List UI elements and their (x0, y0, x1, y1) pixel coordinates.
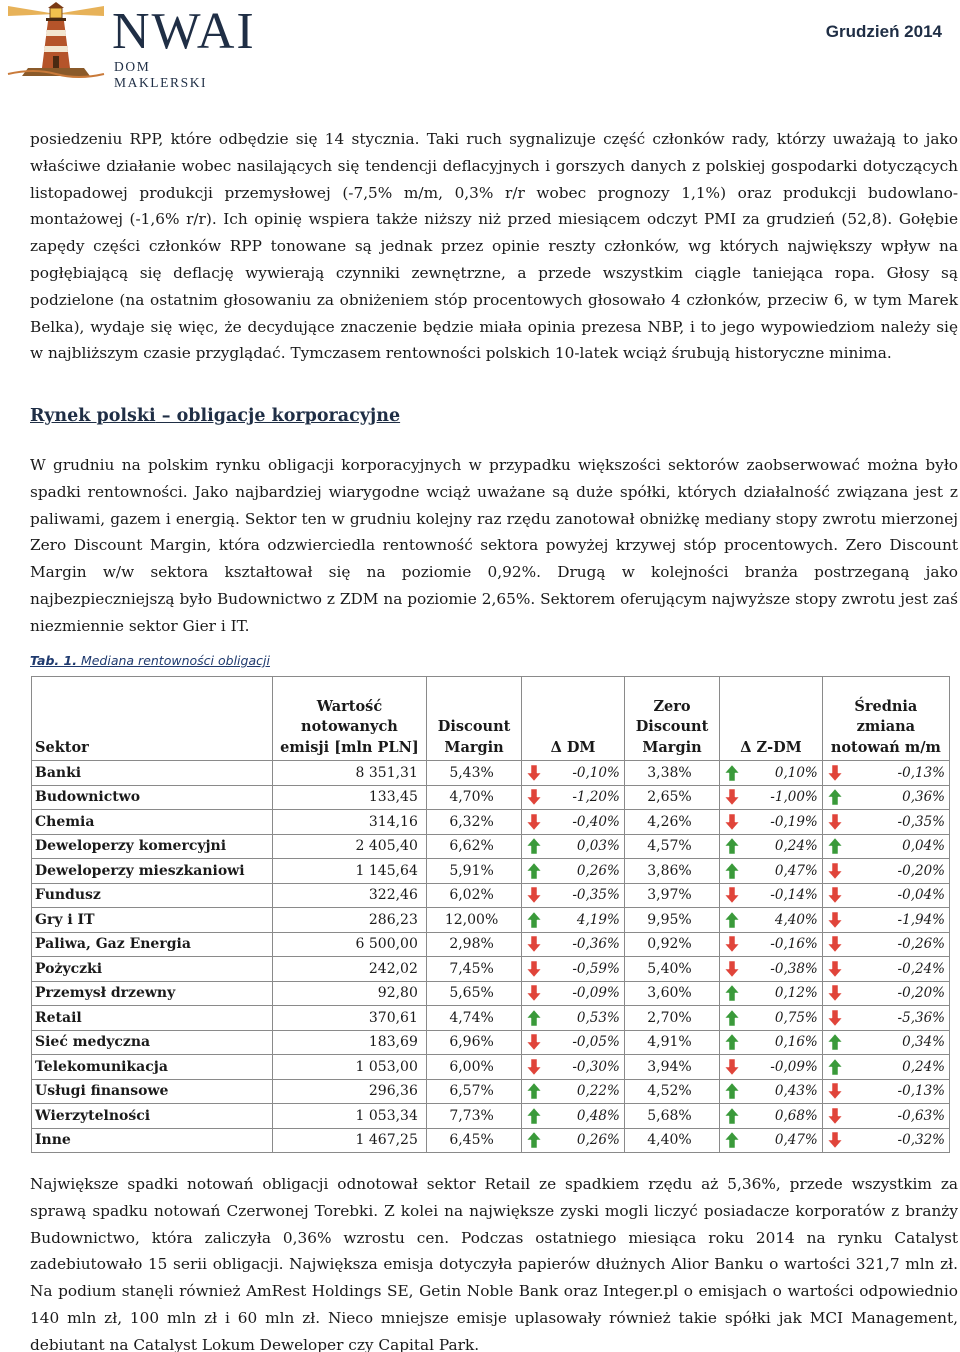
cell-delta-zdm-value: -0,19% (770, 813, 818, 830)
section-heading-prefix: Rynek polski (30, 406, 156, 426)
cell-delta-dm-value: 0,22% (576, 1083, 620, 1100)
header-delta-zdm: Δ Z-DM (720, 677, 823, 761)
red-down-arrow-icon (526, 788, 542, 806)
cell-zero-discount-margin: 0,92% (624, 932, 719, 957)
lighthouse-icon (4, 2, 108, 78)
red-down-arrow-icon (526, 764, 542, 782)
cell-avg-change (822, 981, 949, 1006)
cell-emission: 1 467,25 (273, 1128, 427, 1153)
cell-delta-zdm (720, 1030, 823, 1055)
cell-discount-margin: 5,91% (426, 859, 521, 884)
report-date: Grudzień 2014 (825, 22, 942, 41)
cell-discount-margin: 6,32% (426, 810, 521, 835)
cell-delta-zdm-value: -0,14% (770, 887, 818, 904)
cell-discount-margin: 12,00% (426, 908, 521, 933)
logo-wordmark: NWAI (112, 3, 256, 60)
cell-emission: 296,36 (273, 1079, 427, 1104)
cell-avg-change (822, 883, 949, 908)
logo-subtitle: DOM MAKLERSKI (114, 59, 208, 90)
cell-delta-dm-value: -0,09% (572, 985, 620, 1002)
green-up-arrow-icon (724, 1131, 740, 1149)
cell-delta-dm (522, 1104, 625, 1129)
red-down-arrow-icon (827, 862, 843, 880)
header-avg-change: Średnia zmiana notowań m/m (822, 677, 949, 761)
table-caption (30, 653, 270, 668)
cell-delta-dm-value: -0,05% (572, 1034, 620, 1051)
cell-avg-change-value: -0,24% (897, 960, 945, 977)
cell-avg-change (822, 761, 949, 786)
cell-sector: Wierzytelności (32, 1104, 273, 1129)
cell-discount-margin: 4,70% (426, 785, 521, 810)
cell-avg-change-value: -0,63% (897, 1107, 945, 1124)
cell-zero-discount-margin: 4,52% (624, 1079, 719, 1104)
table-row (32, 785, 950, 810)
cell-emission: 2 405,40 (273, 834, 427, 859)
cell-avg-change-value: -1,94% (897, 911, 945, 928)
cell-discount-margin: 7,73% (426, 1104, 521, 1129)
cell-emission: 370,61 (273, 1006, 427, 1031)
cell-avg-change-value: -0,32% (897, 1132, 945, 1149)
cell-delta-zdm-value: 0,47% (774, 862, 818, 879)
cell-delta-zdm (720, 957, 823, 982)
cell-avg-change (822, 834, 949, 859)
cell-delta-dm-value: 4,19% (576, 911, 620, 928)
cell-avg-change (822, 1079, 949, 1104)
cell-sector: Przemysł drzewny (32, 981, 273, 1006)
green-up-arrow-icon (526, 837, 542, 855)
red-down-arrow-icon (827, 886, 843, 904)
cell-delta-zdm (720, 834, 823, 859)
cell-sector: Usługi finansowe (32, 1079, 273, 1104)
cell-delta-dm (522, 1006, 625, 1031)
cell-discount-margin: 6,62% (426, 834, 521, 859)
green-up-arrow-icon (724, 984, 740, 1002)
cell-zero-discount-margin: 2,65% (624, 785, 719, 810)
cell-discount-margin: 6,02% (426, 883, 521, 908)
paragraph-rpp: posiedzeniu RPP, które odbędzie się 14 stycznia. Taki ruch sygnalizuje część członków rady, którzy uważają to jako właściwe działanie wobec nasilających się tendencji deflacyjnych i gorszych danych z polskiej gospodarki dotyczących listopadowej produkcji przemysłowej (-7,5% m/m, 0,3% r/r wobec prognozy 1,1%) oraz produkcji budowlano-montażowej (-1,6% r/r). Ich opinię wspiera także niższy niż przed miesiącem odczyt PMI za grudzień (52,8). Gołębie zapędy części członków RPP tonowane są jednak przez opinie reszty członków, wg których największy wpływ na pogłębiającą się deflację wywierają czynniki zewnętrzne, a przede wszystkim ciągle taniejąca ropa. Głosy są podzielone (na ostatnim głosowaniu za obniżeniem stóp procentowych głosowało 4 członków, przeciw 6, w tym Marek Belka), wydaje się więc, że decydujące znaczenie będzie miała opinia prezesa NBP, i to jego wypowiedziom należy się w najbliższym czasie przyglądać. Tymczasem rentowności polskich 10-latek wciąż śrubują historyczne minima. (30, 130, 958, 363)
cell-delta-dm-value: 0,26% (576, 862, 620, 879)
cell-delta-dm (522, 932, 625, 957)
cell-zero-discount-margin: 9,95% (624, 908, 719, 933)
green-up-arrow-icon (724, 911, 740, 929)
cell-emission: 314,16 (273, 810, 427, 835)
red-down-arrow-icon (827, 1131, 843, 1149)
cell-delta-zdm-value: 0,47% (774, 1132, 818, 1149)
red-down-arrow-icon (827, 1107, 843, 1125)
red-down-arrow-icon (724, 813, 740, 831)
cell-avg-change-value: -0,20% (897, 862, 945, 879)
cell-avg-change-value: 0,34% (902, 1034, 945, 1051)
cell-delta-zdm (720, 1055, 823, 1080)
red-down-arrow-icon (827, 984, 843, 1002)
header-sector: Sektor (32, 677, 273, 761)
cell-sector: Pożyczki (32, 957, 273, 982)
cell-delta-zdm-value: 0,24% (774, 838, 818, 855)
cell-delta-zdm-value: 0,16% (774, 1034, 818, 1051)
cell-delta-dm-value: 0,53% (576, 1009, 620, 1026)
red-down-arrow-icon (526, 886, 542, 904)
cell-zero-discount-margin: 3,60% (624, 981, 719, 1006)
red-down-arrow-icon (526, 984, 542, 1002)
cell-emission: 286,23 (273, 908, 427, 933)
cell-delta-dm-value: 0,48% (576, 1107, 620, 1124)
cell-avg-change (822, 1006, 949, 1031)
cell-avg-change (822, 785, 949, 810)
cell-zero-discount-margin: 3,86% (624, 859, 719, 884)
cell-zero-discount-margin: 5,40% (624, 957, 719, 982)
cell-sector: Banki (32, 761, 273, 786)
cell-delta-zdm (720, 785, 823, 810)
cell-emission: 92,80 (273, 981, 427, 1006)
cell-avg-change-value: -0,04% (897, 887, 945, 904)
cell-emission: 1 053,00 (273, 1055, 427, 1080)
cell-avg-change (822, 957, 949, 982)
green-up-arrow-icon (724, 837, 740, 855)
cell-avg-change (822, 1104, 949, 1129)
cell-delta-zdm (720, 1079, 823, 1104)
cell-delta-dm-value: -0,59% (572, 960, 620, 977)
cell-delta-dm-value: -0,10% (572, 764, 620, 781)
cell-delta-dm (522, 1079, 625, 1104)
red-down-arrow-icon (827, 960, 843, 978)
cell-delta-zdm (720, 761, 823, 786)
cell-delta-zdm (720, 859, 823, 884)
table-row (32, 1006, 950, 1031)
header-emission: Wartość notowanych emisji [mln PLN] (273, 677, 427, 761)
cell-sector: Inne (32, 1128, 273, 1153)
cell-zero-discount-margin: 3,97% (624, 883, 719, 908)
cell-sector: Gry i IT (32, 908, 273, 933)
cell-discount-margin: 7,45% (426, 957, 521, 982)
cell-delta-zdm (720, 908, 823, 933)
header-zero-discount-margin: Zero Discount Margin (624, 677, 719, 761)
red-down-arrow-icon (724, 788, 740, 806)
cell-avg-change-value: -0,13% (897, 764, 945, 781)
green-up-arrow-icon (827, 837, 843, 855)
cell-delta-dm-value: 0,03% (576, 838, 620, 855)
red-down-arrow-icon (827, 1082, 843, 1100)
cell-delta-dm (522, 761, 625, 786)
green-up-arrow-icon (724, 862, 740, 880)
cell-avg-change-value: 0,36% (902, 789, 945, 806)
section-heading-main: – obligacje korporacyjne (155, 406, 401, 426)
cell-delta-zdm (720, 1104, 823, 1129)
cell-discount-margin: 4,74% (426, 1006, 521, 1031)
cell-delta-dm (522, 957, 625, 982)
red-down-arrow-icon (724, 886, 740, 904)
cell-delta-dm-value: -0,40% (572, 813, 620, 830)
cell-avg-change-value: 0,04% (902, 838, 945, 855)
header-discount-margin: Discount Margin (426, 677, 521, 761)
cell-delta-dm (522, 908, 625, 933)
green-up-arrow-icon (827, 1058, 843, 1076)
cell-delta-dm-value: -0,36% (572, 936, 620, 953)
cell-avg-change (822, 1055, 949, 1080)
cell-delta-zdm-value: 0,10% (774, 764, 818, 781)
red-down-arrow-icon (526, 935, 542, 953)
green-up-arrow-icon (827, 1033, 843, 1051)
cell-delta-zdm-value: 0,75% (774, 1009, 818, 1026)
cell-avg-change (822, 810, 949, 835)
cell-avg-change-value: -5,36% (897, 1009, 945, 1026)
cell-sector: Deweloperzy komercyjni (32, 834, 273, 859)
red-down-arrow-icon (526, 813, 542, 831)
red-down-arrow-icon (827, 813, 843, 831)
green-up-arrow-icon (724, 764, 740, 782)
cell-avg-change (822, 908, 949, 933)
green-up-arrow-icon (724, 1082, 740, 1100)
cell-zero-discount-margin: 4,91% (624, 1030, 719, 1055)
cell-delta-zdm-value: 4,40% (774, 911, 818, 928)
cell-zero-discount-margin: 4,40% (624, 1128, 719, 1153)
cell-delta-zdm (720, 883, 823, 908)
cell-delta-dm (522, 1030, 625, 1055)
green-up-arrow-icon (526, 1082, 542, 1100)
table-caption-number: Tab. 1. (30, 653, 77, 668)
red-down-arrow-icon (827, 935, 843, 953)
green-up-arrow-icon (526, 1009, 542, 1027)
cell-emission: 242,02 (273, 957, 427, 982)
cell-sector: Budownictwo (32, 785, 273, 810)
cell-delta-zdm-value: 0,68% (774, 1107, 818, 1124)
green-up-arrow-icon (526, 1107, 542, 1125)
page-header (0, 0, 960, 90)
cell-sector: Telekomunikacja (32, 1055, 273, 1080)
cell-delta-dm (522, 785, 625, 810)
green-up-arrow-icon (526, 911, 542, 929)
cell-discount-margin: 6,00% (426, 1055, 521, 1080)
cell-delta-dm (522, 981, 625, 1006)
cell-sector: Paliwa, Gaz Energia (32, 932, 273, 957)
red-down-arrow-icon (526, 1033, 542, 1051)
green-up-arrow-icon (724, 1107, 740, 1125)
cell-delta-zdm (720, 981, 823, 1006)
cell-delta-dm (522, 834, 625, 859)
table-row (32, 1079, 950, 1104)
green-up-arrow-icon (827, 788, 843, 806)
cell-zero-discount-margin: 5,68% (624, 1104, 719, 1129)
table-row (32, 1104, 950, 1129)
table-row (32, 810, 950, 835)
cell-avg-change-value: -0,26% (897, 936, 945, 953)
cell-delta-zdm-value: -1,00% (770, 789, 818, 806)
cell-delta-dm (522, 1128, 625, 1153)
cell-delta-zdm-value: -0,38% (770, 960, 818, 977)
cell-delta-dm (522, 883, 625, 908)
red-down-arrow-icon (526, 960, 542, 978)
cell-delta-dm-value: -0,35% (572, 887, 620, 904)
cell-zero-discount-margin: 4,57% (624, 834, 719, 859)
cell-delta-zdm-value: 0,43% (774, 1083, 818, 1100)
cell-delta-zdm (720, 1006, 823, 1031)
cell-delta-dm (522, 1055, 625, 1080)
cell-emission: 6 500,00 (273, 932, 427, 957)
red-down-arrow-icon (724, 935, 740, 953)
cell-avg-change (822, 1128, 949, 1153)
bond-yields-table (31, 676, 950, 1153)
table-row (32, 859, 950, 884)
table-body (32, 761, 950, 1153)
cell-avg-change (822, 859, 949, 884)
table-row (32, 883, 950, 908)
cell-sector: Fundusz (32, 883, 273, 908)
table-row (32, 957, 950, 982)
cell-emission: 322,46 (273, 883, 427, 908)
cell-delta-zdm-value: 0,12% (774, 985, 818, 1002)
cell-delta-zdm (720, 1128, 823, 1153)
header-delta-dm: Δ DM (522, 677, 625, 761)
table-row (32, 1030, 950, 1055)
cell-delta-dm-value: -1,20% (572, 789, 620, 806)
table-header-row (32, 677, 950, 761)
green-up-arrow-icon (724, 1009, 740, 1027)
cell-zero-discount-margin: 3,94% (624, 1055, 719, 1080)
cell-avg-change-value: 0,24% (902, 1058, 945, 1075)
nwai-logo (4, 2, 256, 90)
section-heading (30, 406, 400, 426)
red-down-arrow-icon (724, 1058, 740, 1076)
cell-delta-zdm (720, 932, 823, 957)
green-up-arrow-icon (526, 1131, 542, 1149)
cell-delta-zdm (720, 810, 823, 835)
cell-zero-discount-margin: 4,26% (624, 810, 719, 835)
table-row (32, 761, 950, 786)
cell-avg-change (822, 932, 949, 957)
table-caption-title: Mediana rentowności obligacji (76, 653, 270, 668)
cell-sector: Sieć medyczna (32, 1030, 273, 1055)
cell-delta-dm (522, 859, 625, 884)
cell-discount-margin: 5,65% (426, 981, 521, 1006)
cell-avg-change-value: -0,35% (897, 813, 945, 830)
table-row (32, 1055, 950, 1080)
table-row (32, 1128, 950, 1153)
red-down-arrow-icon (827, 764, 843, 782)
cell-delta-zdm-value: -0,16% (770, 936, 818, 953)
cell-emission: 183,69 (273, 1030, 427, 1055)
cell-delta-zdm-value: -0,09% (770, 1058, 818, 1075)
cell-emission: 1 145,64 (273, 859, 427, 884)
cell-zero-discount-margin: 2,70% (624, 1006, 719, 1031)
cell-avg-change-value: -0,13% (897, 1083, 945, 1100)
cell-discount-margin: 6,96% (426, 1030, 521, 1055)
cell-emission: 8 351,31 (273, 761, 427, 786)
cell-sector: Retail (32, 1006, 273, 1031)
table-row (32, 908, 950, 933)
red-down-arrow-icon (827, 1009, 843, 1027)
green-up-arrow-icon (724, 1033, 740, 1051)
cell-emission: 133,45 (273, 785, 427, 810)
cell-discount-margin: 2,98% (426, 932, 521, 957)
green-up-arrow-icon (526, 862, 542, 880)
cell-discount-margin: 6,45% (426, 1128, 521, 1153)
paragraph-catalyst: Największe spadki notowań obligacji odnotował sektor Retail ze spadkiem rzędu aż 5,36%, przede wszystkim za sprawą spadku notowań Czerwonej Torebki. Z kolei na największe zyski mogli liczyć posiadacze korporatów z branży Budownictwo, która zaliczyła 0,36% wzrostu cen. Podczas ostatniego miesiąca roku 2014 na rynku Catalyst zadebiutowało 15 serii obligacji. Największa emisja dotyczyła papierów dłużnych Alior Banku o wartości 321,7 mln zł. Na podium stanęli również AmRest Holdings SE, Getin Noble Bank oraz Integer.pl o emisjach o wartości odpowiednio 140 mln zł, 100 mln zł i 60 mln zł. Nieco mniejsze emisje uplasowały również takie spółki jak MCI Management, debiutant na Catalyst Lokum Deweloper czy Capital Park. (30, 1175, 958, 1352)
cell-delta-dm-value: -0,30% (572, 1058, 620, 1075)
cell-avg-change (822, 1030, 949, 1055)
paragraph-corporate-bonds: W grudniu na polskim rynku obligacji korporacyjnych w przypadku większości sektorów zaobserwować można było spadki rentowności. Jako najbardziej wiarygodne wciąż uważane są duże spółki, których działalność związana jest z paliwami, gazem i energią. Sektor ten w grudniu kolejny raz rzędu zanotował obniżkę mediany stopy zwrotu mierzonej Zero Discount Margin, która odzwierciedla rentowność sektora powyżej krzywej stóp procentowych. Zero Discount Margin w/w sektora kształtował się na poziomie 0,92%. Drugą w kolejności branża postrzeganą jako najbezpieczniejszą było Budownictwo z ZDM na poziomie 2,65%. Sektorem oferującym najwyższe stopy zwrotu jest zaś niezmiennie sektor Gier i IT. (30, 456, 958, 635)
cell-zero-discount-margin: 3,38% (624, 761, 719, 786)
cell-discount-margin: 5,43% (426, 761, 521, 786)
table-row (32, 834, 950, 859)
cell-sector: Deweloperzy mieszkaniowi (32, 859, 273, 884)
cell-delta-dm-value: 0,26% (576, 1132, 620, 1149)
red-down-arrow-icon (724, 960, 740, 978)
table-row (32, 981, 950, 1006)
cell-sector: Chemia (32, 810, 273, 835)
cell-avg-change-value: -0,20% (897, 985, 945, 1002)
table-row (32, 932, 950, 957)
cell-discount-margin: 6,57% (426, 1079, 521, 1104)
cell-emission: 1 053,34 (273, 1104, 427, 1129)
red-down-arrow-icon (827, 911, 843, 929)
red-down-arrow-icon (526, 1058, 542, 1076)
cell-delta-dm (522, 810, 625, 835)
